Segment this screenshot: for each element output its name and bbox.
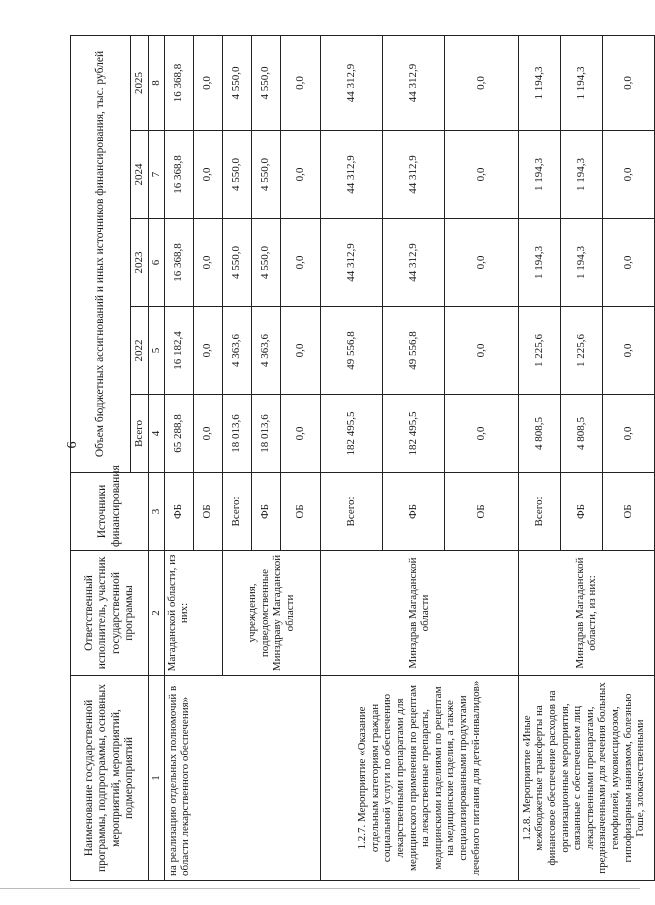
value-cell: 4 363,6 bbox=[251, 307, 280, 395]
source-cell: Всего: bbox=[222, 473, 251, 551]
value-cell: 1 225,6 bbox=[518, 307, 560, 395]
value-cell: 1 194,3 bbox=[518, 35, 560, 130]
value-cell: 44 312,9 bbox=[320, 219, 382, 307]
col-number: 3 bbox=[149, 473, 165, 551]
value-cell: 4 550,0 bbox=[251, 35, 280, 130]
value-cell: 0,0 bbox=[444, 395, 518, 473]
value-cell: 0,0 bbox=[444, 35, 518, 130]
value-cell: 1 194,3 bbox=[560, 35, 602, 130]
value-cell: 0,0 bbox=[444, 219, 518, 307]
value-cell: 0,0 bbox=[602, 307, 654, 395]
value-cell: 4 808,5 bbox=[518, 395, 560, 473]
source-cell: Всего: bbox=[518, 473, 560, 551]
source-cell: ФБ bbox=[164, 473, 193, 551]
header-year-2025: 2025 bbox=[131, 35, 149, 130]
header-source: Источники финансирования bbox=[71, 473, 149, 551]
value-cell: 1 194,3 bbox=[518, 131, 560, 219]
value-cell: 4 363,6 bbox=[222, 307, 251, 395]
header-name: Наименование государственной программы, подпрограммы, основных мероприятий, мероприятий, подмероприятий bbox=[71, 676, 149, 881]
value-cell: 16 368,8 bbox=[164, 131, 193, 219]
value-cell: 0,0 bbox=[602, 395, 654, 473]
value-cell: 4 550,0 bbox=[222, 131, 251, 219]
source-cell: ОБ bbox=[602, 473, 654, 551]
value-cell: 0,0 bbox=[193, 307, 222, 395]
table-row bbox=[320, 35, 382, 880]
value-cell: 0,0 bbox=[193, 219, 222, 307]
value-cell: 1 194,3 bbox=[560, 131, 602, 219]
value-cell: 1 225,6 bbox=[560, 307, 602, 395]
value-cell: 49 556,8 bbox=[382, 307, 444, 395]
source-cell: ФБ bbox=[560, 473, 602, 551]
section-2-name: 1.2.7. Мероприятие «Оказание отдельным категориям граждан социальной услуги по обеспечению лекарственными препаратами для медицинского применения по рецептам на лекарственные препараты, медицинскими изделиями по рецептам на медицинские изделия, а также специализированными продуктами лечебного питания для детей-инвалидов» bbox=[320, 676, 518, 881]
value-cell: 18 013,6 bbox=[251, 395, 280, 473]
source-cell: ФБ bbox=[382, 473, 444, 551]
value-cell: 0,0 bbox=[280, 35, 320, 130]
value-cell: 18 013,6 bbox=[222, 395, 251, 473]
header-executor: Ответственный исполнитель, участник государственной программы bbox=[71, 551, 149, 676]
value-cell: 0,0 bbox=[444, 307, 518, 395]
section-3-name: 1.2.8. Мероприятие «Иные межбюджетные трансферты на финансовое обеспечение расходов на организационные мероприятия, связанные с обеспечением лиц лекарственными препаратами, предназначенными для лечения больных гемофилией, муковисцидозом, гипофизарным нанизмом, болезнью Гоше, злокачественными bbox=[518, 676, 654, 881]
value-cell: 0,0 bbox=[602, 131, 654, 219]
value-cell: 0,0 bbox=[602, 35, 654, 130]
value-cell: 44 312,9 bbox=[320, 131, 382, 219]
col-number: 2 bbox=[149, 551, 165, 676]
table-row bbox=[518, 35, 560, 880]
value-cell: 4 550,0 bbox=[222, 35, 251, 130]
value-cell: 0,0 bbox=[602, 219, 654, 307]
value-cell: 44 312,9 bbox=[382, 35, 444, 130]
rotated-table-container bbox=[70, 36, 647, 881]
col-number: 1 bbox=[149, 676, 165, 881]
value-cell: 16 182,4 bbox=[164, 307, 193, 395]
header-total: Всего bbox=[131, 395, 149, 473]
source-cell: ФБ bbox=[251, 473, 280, 551]
value-cell: 44 312,9 bbox=[382, 219, 444, 307]
value-cell: 1 194,3 bbox=[560, 219, 602, 307]
value-cell: 0,0 bbox=[444, 131, 518, 219]
value-cell: 0,0 bbox=[280, 395, 320, 473]
header-year-2022: 2022 bbox=[131, 307, 149, 395]
col-number: 7 bbox=[149, 131, 165, 219]
header-year-2023: 2023 bbox=[131, 219, 149, 307]
section-1-executor-top: Магаданской области, из них: bbox=[164, 551, 222, 676]
table-row bbox=[164, 35, 193, 880]
value-cell: 44 312,9 bbox=[320, 35, 382, 130]
header-volume: Объем бюджетных ассигнований и иных источников финансирования, тыс. рублей bbox=[71, 35, 131, 472]
value-cell: 0,0 bbox=[280, 219, 320, 307]
value-cell: 0,0 bbox=[193, 131, 222, 219]
col-number: 6 bbox=[149, 219, 165, 307]
page-bottom-rule bbox=[0, 888, 640, 889]
value-cell: 182 495,5 bbox=[382, 395, 444, 473]
value-cell: 0,0 bbox=[280, 131, 320, 219]
value-cell: 0,0 bbox=[193, 35, 222, 130]
header-year-2024: 2024 bbox=[131, 131, 149, 219]
value-cell: 16 368,8 bbox=[164, 35, 193, 130]
col-number: 5 bbox=[149, 307, 165, 395]
value-cell: 182 495,5 bbox=[320, 395, 382, 473]
page-number: 6 bbox=[65, 441, 80, 449]
value-cell: 4 808,5 bbox=[560, 395, 602, 473]
col-number: 8 bbox=[149, 35, 165, 130]
section-2-executor: Минздрав Магаданской области bbox=[320, 551, 518, 676]
value-cell: 4 550,0 bbox=[251, 131, 280, 219]
source-cell: ОБ bbox=[193, 473, 222, 551]
value-cell: 4 550,0 bbox=[251, 219, 280, 307]
value-cell: 65 288,8 bbox=[164, 395, 193, 473]
section-1-executor-bottom: учреждения, подведомственные Минздраву Магаданской области bbox=[222, 551, 320, 676]
section-3-executor: Минздрав Магаданской области, из них: bbox=[518, 551, 654, 676]
section-1-name: на реализацию отдельных полномочий в области лекарственного обеспечения» bbox=[164, 676, 320, 881]
value-cell: 16 368,8 bbox=[164, 219, 193, 307]
value-cell: 0,0 bbox=[193, 395, 222, 473]
col-number: 4 bbox=[149, 395, 165, 473]
source-cell: ОБ bbox=[444, 473, 518, 551]
value-cell: 49 556,8 bbox=[320, 307, 382, 395]
value-cell: 0,0 bbox=[280, 307, 320, 395]
source-cell: Всего: bbox=[320, 473, 382, 551]
value-cell: 1 194,3 bbox=[518, 219, 560, 307]
financing-table bbox=[70, 35, 655, 881]
value-cell: 4 550,0 bbox=[222, 219, 251, 307]
value-cell: 44 312,9 bbox=[382, 131, 444, 219]
source-cell: ОБ bbox=[280, 473, 320, 551]
